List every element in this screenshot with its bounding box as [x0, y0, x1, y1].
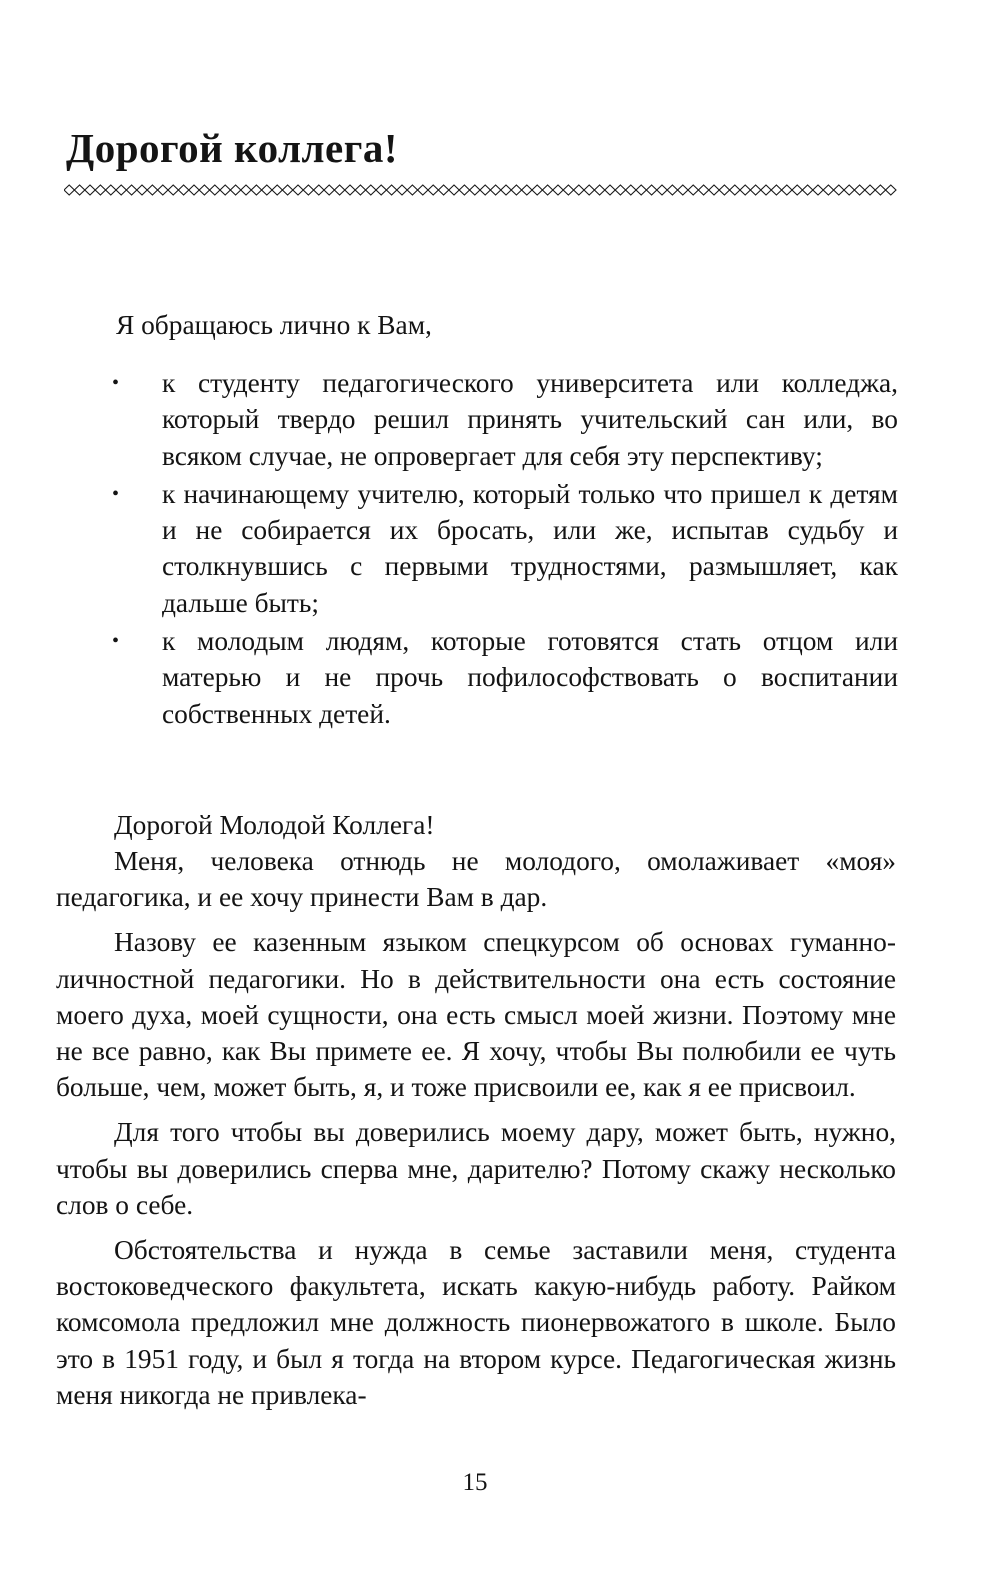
ornament-diamond	[459, 185, 469, 195]
list-item	[112, 365, 898, 474]
ornament-diamond	[490, 185, 500, 195]
ornament-diamond	[262, 185, 272, 195]
ornament-diamond	[345, 185, 355, 195]
ornament-diamond	[834, 185, 844, 195]
ornament-diamond	[438, 185, 448, 195]
ornament-diamond	[709, 185, 719, 195]
ornament-diamond	[293, 185, 303, 195]
ornament-diamond	[605, 185, 615, 195]
ornament-diamond	[210, 185, 220, 195]
ornament-diamond	[574, 185, 584, 195]
paragraph: Назову ее казенным языком спецкурсом об основах гуманно-личностной педагогики. Но в действительности она есть состояние моего духа, моей сущности, она есть смысл моей жизни. Поэтому мне не все равно, как Вы примете ее. Я хочу, чтобы Вы полюбили ее чуть больше, чем, может быть, я, и тоже присвоили ее, как я ее присвоил.	[56, 927, 896, 1103]
ornament-diamond	[646, 185, 656, 195]
ornament-diamond	[875, 185, 885, 195]
ornament-diamond	[220, 185, 230, 195]
ornament-diamond	[761, 185, 771, 195]
ornament-diamond	[563, 185, 573, 195]
ornament-diamond	[137, 185, 147, 195]
ornament-diamond	[449, 185, 459, 195]
ornament-diamond	[251, 185, 261, 195]
ornament-diamond	[241, 185, 251, 195]
bullet-icon: •	[112, 630, 120, 653]
ornament-diamond	[282, 185, 292, 195]
ornament-diamond	[865, 185, 875, 195]
ornament-diamond	[324, 185, 334, 195]
list-item-text: к студенту педагогического университета или колледжа, который твердо решил принять учительский сан или, во всяком случае, не опровергает для себя эту перспективу;	[162, 368, 898, 471]
paragraph: Для того чтобы вы доверились моему дару, может быть, нужно, чтобы вы доверились сперва мне, дарителю? Потому скажу несколько слов о себе.	[56, 1117, 896, 1220]
ornament-diamond	[792, 185, 802, 195]
ornament-diamond	[480, 185, 490, 195]
ornament-diamond	[64, 185, 74, 195]
ornament-diamond	[813, 185, 823, 195]
ornament-diamond	[85, 185, 95, 195]
ornament-diamond	[418, 185, 428, 195]
ornament-diamond	[230, 185, 240, 195]
ornament-diamond	[730, 185, 740, 195]
ornament-diamond	[428, 185, 438, 195]
ornament-diamond	[823, 185, 833, 195]
ornament-diamond	[397, 185, 407, 195]
salutation: Дорогой Молодой Коллега!	[114, 810, 435, 840]
ornament-diamond	[178, 185, 188, 195]
ornament-diamond	[854, 185, 864, 195]
ornament-diamond	[667, 185, 677, 195]
ornament-diamond	[355, 185, 365, 195]
ornament-diamond	[636, 185, 646, 195]
ornament-diamond	[334, 185, 344, 195]
ornament-diamond	[698, 185, 708, 195]
ornament-diamond	[750, 185, 760, 195]
ornament-diamond	[615, 185, 625, 195]
ornament-diamond	[802, 185, 812, 195]
ornament-diamond	[95, 185, 105, 195]
list-item-text: к начинающему учителю, который только что пришел к детям и не собирается их бросать, или же, испытав судьбу и столкнувшись с первыми трудностями, размышляет, как дальше быть;	[162, 478, 898, 618]
ornament-diamond	[189, 185, 199, 195]
page-title: Дорогой коллега!	[66, 125, 398, 171]
ornament-diamond	[542, 185, 552, 195]
ornament-diamond	[657, 185, 667, 195]
ornament-diamond	[532, 185, 542, 195]
paragraph: Обстоятельства и нужда в семье заставили меня, студента востоковедческого факультета, искать какую-нибудь работу. Райком комсомола предложил мне должность пионервожатого в школе. Было это в 1951 году, и был я тогда на втором курсе. Педагогическая жизнь меня никогда не привлека-	[56, 1235, 896, 1410]
ornament-diamond	[106, 185, 116, 195]
ornament-diamond	[376, 185, 386, 195]
ornament-diamond	[584, 185, 594, 195]
ornament-diamond	[522, 185, 532, 195]
address-list	[112, 365, 898, 734]
ornament-diamond	[688, 185, 698, 195]
ornament-diamond	[594, 185, 604, 195]
page-number: 15	[462, 1469, 488, 1496]
ornament-diamond	[511, 185, 521, 195]
ornament-diamond	[553, 185, 563, 195]
decorative-border	[64, 183, 900, 197]
ornament-diamond	[199, 185, 209, 195]
ornament-diamond	[386, 185, 396, 195]
bullet-icon: •	[112, 372, 120, 394]
paragraph: Меня, человека отнюдь не молодого, омолаживает «моя» педагогика, и ее хочу принести Вам в дар.	[56, 846, 896, 913]
ornament-diamond	[782, 185, 792, 195]
ornament-diamond	[314, 185, 324, 195]
ornament-diamond	[168, 185, 178, 195]
body-text	[56, 843, 896, 1422]
ornament-diamond	[303, 185, 313, 195]
ornament-diamond	[501, 185, 511, 195]
ornament-diamond	[158, 185, 168, 195]
ornament-diamond	[771, 185, 781, 195]
ornament-diamond	[366, 185, 376, 195]
ornament-diamond	[470, 185, 480, 195]
intro-line: Я обращаюсь лично к Вам,	[116, 310, 432, 340]
ornament-diamond	[272, 185, 282, 195]
list-item	[112, 623, 898, 732]
ornament-diamond	[126, 185, 136, 195]
ornament-diamond	[886, 185, 896, 195]
list-item-text: к молодым людям, которые готовятся стать отцом или матерью и не прочь пофилософствовать о воспитании собственных детей.	[162, 626, 898, 729]
ornament-diamond	[719, 185, 729, 195]
ornament-diamond	[740, 185, 750, 195]
list-item	[112, 476, 898, 621]
ornament-diamond	[116, 185, 126, 195]
ornament-diamond	[844, 185, 854, 195]
ornament-diamond	[626, 185, 636, 195]
bullet-icon: •	[112, 482, 120, 505]
ornament-diamond	[678, 185, 688, 195]
ornament-diamond	[147, 185, 157, 195]
ornament-diamond	[407, 185, 417, 195]
ornament-diamond	[74, 185, 84, 195]
